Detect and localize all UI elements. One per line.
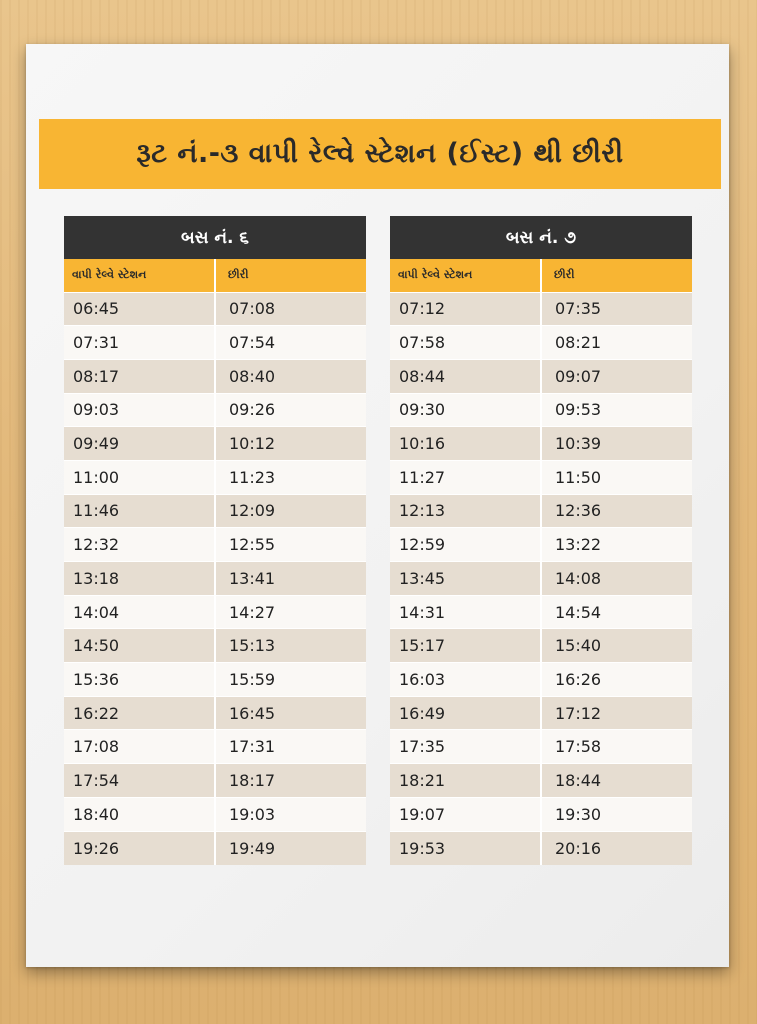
table-row <box>390 663 692 697</box>
arrival-time: 12:55 <box>215 528 366 562</box>
table-row <box>390 629 692 663</box>
departure-time: 08:17 <box>64 359 215 393</box>
table-row <box>390 595 692 629</box>
table-row <box>390 730 692 764</box>
arrival-time: 18:44 <box>541 764 692 798</box>
table-row <box>390 696 692 730</box>
departure-time: 16:49 <box>390 696 541 730</box>
departure-time: 14:31 <box>390 595 541 629</box>
departure-time: 14:04 <box>64 595 215 629</box>
arrival-time: 12:09 <box>215 494 366 528</box>
departure-time: 09:30 <box>390 393 541 427</box>
table-row <box>390 359 692 393</box>
arrival-time: 13:22 <box>541 528 692 562</box>
table-row <box>64 562 366 596</box>
departure-time: 12:13 <box>390 494 541 528</box>
arrival-time: 10:39 <box>541 427 692 461</box>
table-row <box>64 427 366 461</box>
departure-time: 19:26 <box>64 831 215 865</box>
table-row <box>64 629 366 663</box>
arrival-time: 19:03 <box>215 797 366 831</box>
departure-time: 12:59 <box>390 528 541 562</box>
departure-time: 13:45 <box>390 562 541 596</box>
table-row <box>390 831 692 865</box>
departure-time: 11:27 <box>390 460 541 494</box>
arrival-time: 07:08 <box>215 292 366 326</box>
table-row <box>64 292 366 326</box>
bus-7-label: બસ નં. ૭ <box>390 216 692 259</box>
departure-time: 08:44 <box>390 359 541 393</box>
table-row <box>64 730 366 764</box>
arrival-time: 15:40 <box>541 629 692 663</box>
arrival-time: 19:49 <box>215 831 366 865</box>
table-row <box>64 831 366 865</box>
arrival-time: 08:40 <box>215 359 366 393</box>
arrival-time: 14:54 <box>541 595 692 629</box>
table-row <box>390 797 692 831</box>
departure-time: 09:49 <box>64 427 215 461</box>
departure-time: 17:54 <box>64 764 215 798</box>
departure-time: 11:46 <box>64 494 215 528</box>
departure-time: 18:40 <box>64 797 215 831</box>
arrival-time: 10:12 <box>215 427 366 461</box>
table-row <box>64 359 366 393</box>
departure-time: 07:12 <box>390 292 541 326</box>
arrival-time: 17:58 <box>541 730 692 764</box>
table-row <box>64 797 366 831</box>
arrival-time: 11:23 <box>215 460 366 494</box>
arrival-time: 14:27 <box>215 595 366 629</box>
arrival-time: 11:50 <box>541 460 692 494</box>
bus-7-timetable <box>390 216 692 865</box>
arrival-time: 20:16 <box>541 831 692 865</box>
table-row <box>390 494 692 528</box>
departure-time: 10:16 <box>390 427 541 461</box>
arrival-time: 17:31 <box>215 730 366 764</box>
departure-time: 12:32 <box>64 528 215 562</box>
departure-time: 17:08 <box>64 730 215 764</box>
table-row <box>390 393 692 427</box>
arrival-time: 15:59 <box>215 663 366 697</box>
table-row <box>64 494 366 528</box>
arrival-time: 07:54 <box>215 326 366 360</box>
bus-6-col-arrival: છીરી <box>215 259 366 292</box>
departure-time: 07:31 <box>64 326 215 360</box>
bus-6-rows <box>64 292 366 865</box>
bus-6-timetable <box>64 216 366 865</box>
departure-time: 06:45 <box>64 292 215 326</box>
arrival-time: 09:07 <box>541 359 692 393</box>
table-row <box>390 292 692 326</box>
table-row <box>64 460 366 494</box>
table-row <box>390 764 692 798</box>
departure-time: 14:50 <box>64 629 215 663</box>
table-row <box>390 562 692 596</box>
table-row <box>64 528 366 562</box>
departure-time: 13:18 <box>64 562 215 596</box>
arrival-time: 15:13 <box>215 629 366 663</box>
departure-time: 15:36 <box>64 663 215 697</box>
table-row <box>64 595 366 629</box>
bus-7-rows <box>390 292 692 865</box>
table-row <box>64 326 366 360</box>
table-row <box>390 427 692 461</box>
departure-time: 09:03 <box>64 393 215 427</box>
departure-time: 19:53 <box>390 831 541 865</box>
arrival-time: 07:35 <box>541 292 692 326</box>
table-row <box>390 460 692 494</box>
departure-time: 18:21 <box>390 764 541 798</box>
route-title-banner <box>39 119 721 189</box>
arrival-time: 16:45 <box>215 696 366 730</box>
arrival-time: 17:12 <box>541 696 692 730</box>
departure-time: 19:07 <box>390 797 541 831</box>
bus-6-label: બસ નં. ૬ <box>64 216 366 259</box>
departure-time: 11:00 <box>64 460 215 494</box>
departure-time: 16:03 <box>390 663 541 697</box>
table-row <box>64 393 366 427</box>
bus-6-col-departure: વાપી રેલ્વે સ્ટેશન <box>64 259 215 292</box>
arrival-time: 18:17 <box>215 764 366 798</box>
arrival-time: 12:36 <box>541 494 692 528</box>
timetable-sheet <box>26 44 729 967</box>
bus-7-col-arrival: છીરી <box>541 259 692 292</box>
table-row <box>390 528 692 562</box>
arrival-time: 13:41 <box>215 562 366 596</box>
arrival-time: 14:08 <box>541 562 692 596</box>
departure-time: 17:35 <box>390 730 541 764</box>
table-row <box>390 326 692 360</box>
bus-7-col-departure: વાપી રેલ્વે સ્ટેશન <box>390 259 541 292</box>
arrival-time: 19:30 <box>541 797 692 831</box>
route-title: રૂટ નં.-૩ વાપી રેલ્વે સ્ટેશન (ઈસ્ટ) થી છીરી <box>136 138 624 169</box>
table-row <box>64 764 366 798</box>
departure-time: 07:58 <box>390 326 541 360</box>
arrival-time: 09:53 <box>541 393 692 427</box>
arrival-time: 08:21 <box>541 326 692 360</box>
table-row <box>64 663 366 697</box>
table-row <box>64 696 366 730</box>
arrival-time: 09:26 <box>215 393 366 427</box>
arrival-time: 16:26 <box>541 663 692 697</box>
departure-time: 15:17 <box>390 629 541 663</box>
departure-time: 16:22 <box>64 696 215 730</box>
